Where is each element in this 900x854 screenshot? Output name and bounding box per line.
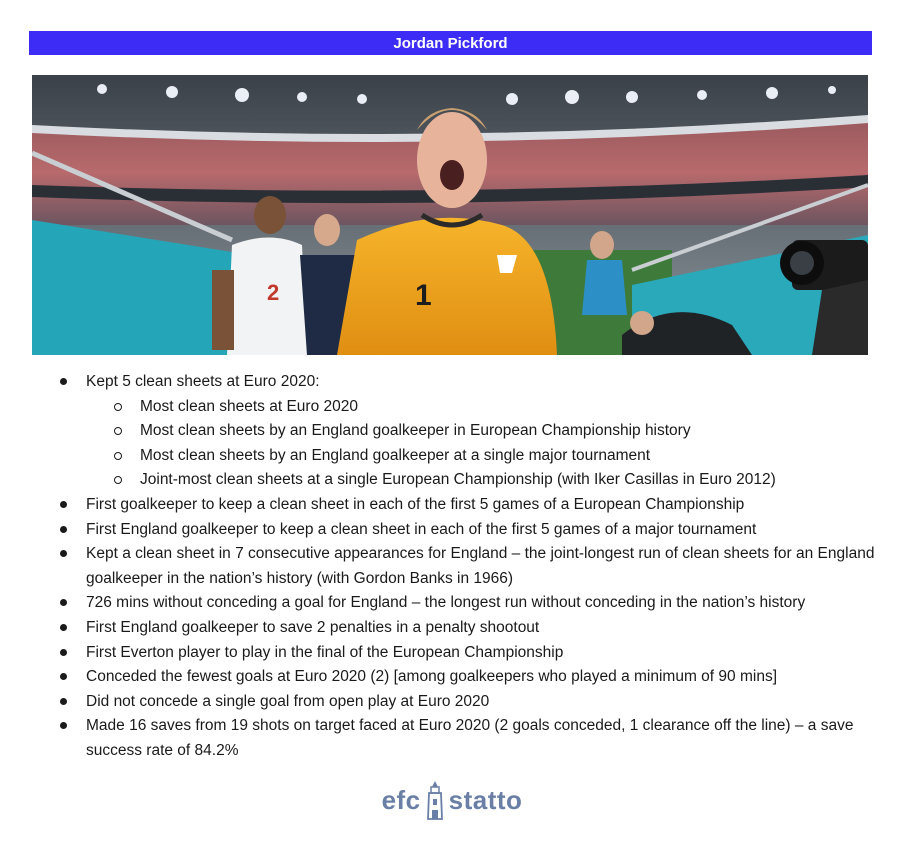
sub-list-item: Most clean sheets at Euro 2020 [40,395,880,420]
list-item: Did not concede a single goal from open play at Euro 2020 [40,690,880,715]
efcstatto-logo: efc statto [372,776,532,824]
page-title: Jordan Pickford [29,31,872,55]
list-item: Conceded the fewest goals at Euro 2020 (2) [among goalkeepers who played a minimum of 90 mins] [40,665,880,690]
tower-icon [425,779,445,821]
list-item: First England goalkeeper to keep a clean sheet in each of the first 5 games of a major tournament [40,518,880,543]
stats-list [40,370,880,764]
list-item: First England goalkeeper to save 2 penalties in a penalty shootout [40,616,880,641]
list-item: Kept a clean sheet in 7 consecutive appearances for England – the joint-longest run of clean sheets for an England goalkeeper in the nation’s history (with Gordon Banks in 1966) [40,542,880,591]
list-item: First Everton player to play in the final of the European Championship [40,641,880,666]
svg-text:2: 2 [267,280,280,305]
svg-text:1: 1 [415,279,432,312]
sub-list-item: Most clean sheets by an England goalkeeper at a single major tournament [40,444,880,469]
list-item: Made 16 saves from 19 shots on target faced at Euro 2020 (2 goals conceded, 1 clearance off the line) – a save success rate of 84.2% [40,714,880,763]
list-item: Kept 5 clean sheets at Euro 2020: Most clean sheets at Euro 2020 Most clean sheets by an England goalkeeper in European Championship history Most clean sheets by an England goalkeeper at a single major tournament Joint-most clean sheets at a single European Championship (with Iker Casillas in Euro 2012) [40,370,880,493]
player-photo [32,75,868,355]
list-item: First goalkeeper to keep a clean sheet in each of the first 5 games of a European Championship [40,493,880,518]
sub-list-item: Joint-most clean sheets at a single European Championship (with Iker Casillas in Euro 2012) [40,468,880,493]
stadium-scene [32,75,868,355]
sub-list-item: Most clean sheets by an England goalkeeper in European Championship history [40,419,880,444]
list-item: 726 mins without conceding a goal for England – the longest run without conceding in the nation’s history [40,591,880,616]
